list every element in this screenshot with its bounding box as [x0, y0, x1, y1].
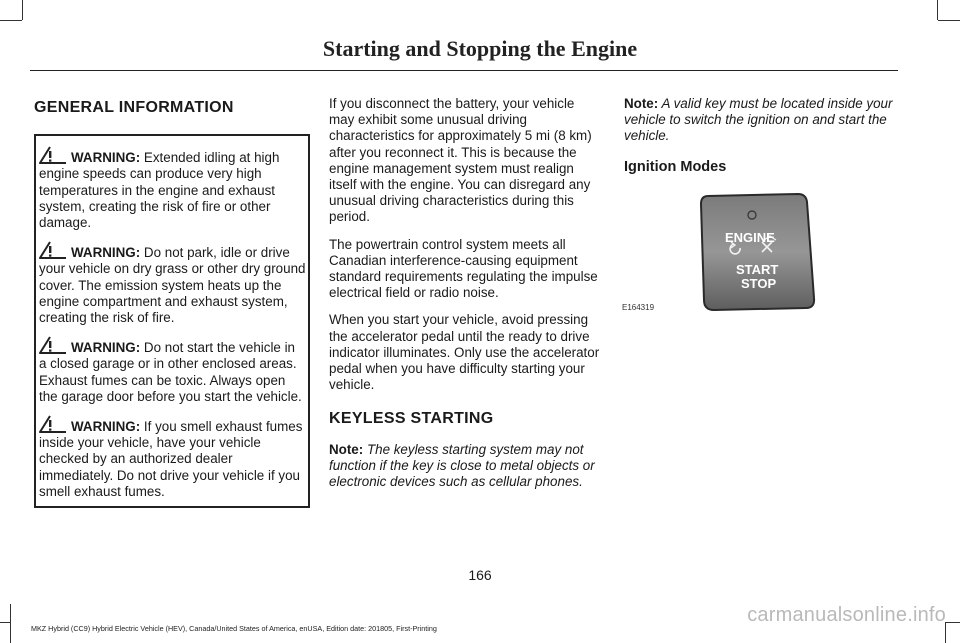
column-battery-and-keyless — [329, 96, 601, 501]
note-label: Note: — [329, 441, 364, 457]
button-label-stop: STOP — [741, 276, 777, 291]
paragraph-battery-disconnect: If you disconnect the battery, your vehicle may exhibit some unusual driving characteristics for approximately 5 mi (8 km) after you reconnect it. This is because the engine management system must realign itself with the engine. You can disregard any unusual driving characteristics during this period. — [329, 96, 592, 225]
engine-start-stop-figure — [622, 190, 898, 318]
section-heading-general-information: GENERAL INFORMATION — [34, 99, 234, 116]
page-title: Starting and Stopping the Engine — [322, 36, 638, 61]
warning-text: Extended idling at high engine speeds can produce very high temperatures in the engine and exhaust system, creating the risk of fire or other damage. — [39, 150, 280, 231]
crop-mark — [937, 0, 938, 20]
warning-triangle-icon — [39, 336, 67, 354]
warning-label: WARNING: — [71, 150, 141, 166]
button-label-start: START — [736, 262, 779, 277]
note-label: Note: — [624, 96, 659, 111]
crop-mark — [22, 0, 23, 20]
warning-text: Do not park, idle or drive your vehicle on dry grass or other dry ground cover. The emission system heats up the engine compartment and exhaust system, creating the risk of fire. — [39, 245, 306, 326]
note-valid-key — [624, 96, 896, 145]
crop-mark — [0, 20, 22, 21]
paragraph-accelerator: When you start your vehicle, avoid pressing the accelerator pedal until the ready to drive indicator illuminates. Only use the accelerator pedal when you have difficulty starting your vehicle. — [329, 312, 600, 393]
warning-item — [39, 415, 306, 500]
column-general-information — [34, 96, 310, 508]
footer-edition: MKZ Hybrid (CC9) Hybrid Electric Vehicle (HEV), Canada/United States of America, enUSA, Edition date: 201805, First-Printing — [31, 624, 437, 633]
warning-item — [39, 241, 306, 326]
note-text: The keyless starting system may not function if the key is close to metal objects or electronic devices such as cellular phones. — [329, 441, 595, 490]
crop-mark — [0, 622, 10, 623]
crop-mark — [10, 604, 11, 643]
crop-mark — [938, 20, 960, 21]
start-stop-button-illustration — [622, 190, 898, 318]
header-rule — [30, 70, 898, 71]
note-text: A valid key must be located inside your vehicle to switch the ignition on and start the vehicle. — [624, 96, 893, 144]
warning-box — [34, 134, 310, 508]
page-number: 166 — [468, 567, 492, 583]
crop-mark — [945, 622, 960, 623]
warning-item — [39, 336, 306, 405]
button-label-engine: ENGINE — [725, 230, 775, 245]
warning-triangle-icon — [39, 241, 67, 259]
column-ignition — [624, 96, 896, 185]
paragraph-powertrain-control: The powertrain control system meets all Canadian interference-causing equipment standard requirements regulating the impulse electrical field or radio noise. — [329, 236, 598, 301]
warning-label: WARNING: — [71, 340, 141, 356]
watermark: carmanualsonline.info — [747, 604, 946, 626]
warning-label: WARNING: — [71, 245, 141, 261]
section-heading-keyless-starting: KEYLESS STARTING — [329, 410, 494, 428]
warning-item — [39, 146, 306, 231]
warning-text: Do not start the vehicle in a closed garage or in other enclosed areas. Exhaust fumes can be toxic. Always open the garage door before you start the vehicle. — [39, 340, 302, 404]
warning-label: WARNING: — [71, 419, 141, 435]
warning-triangle-icon — [39, 146, 67, 164]
warning-text: If you smell exhaust fumes inside your vehicle, have your vehicle checked by an authorized dealer immediately. Do not drive your vehicle if you smell exhaust fumes. — [39, 419, 303, 499]
figure-id: E164319 — [622, 303, 655, 312]
section-heading-ignition-modes: Ignition Modes — [624, 158, 727, 175]
note-keyless — [329, 442, 601, 491]
warning-triangle-icon — [39, 415, 67, 433]
